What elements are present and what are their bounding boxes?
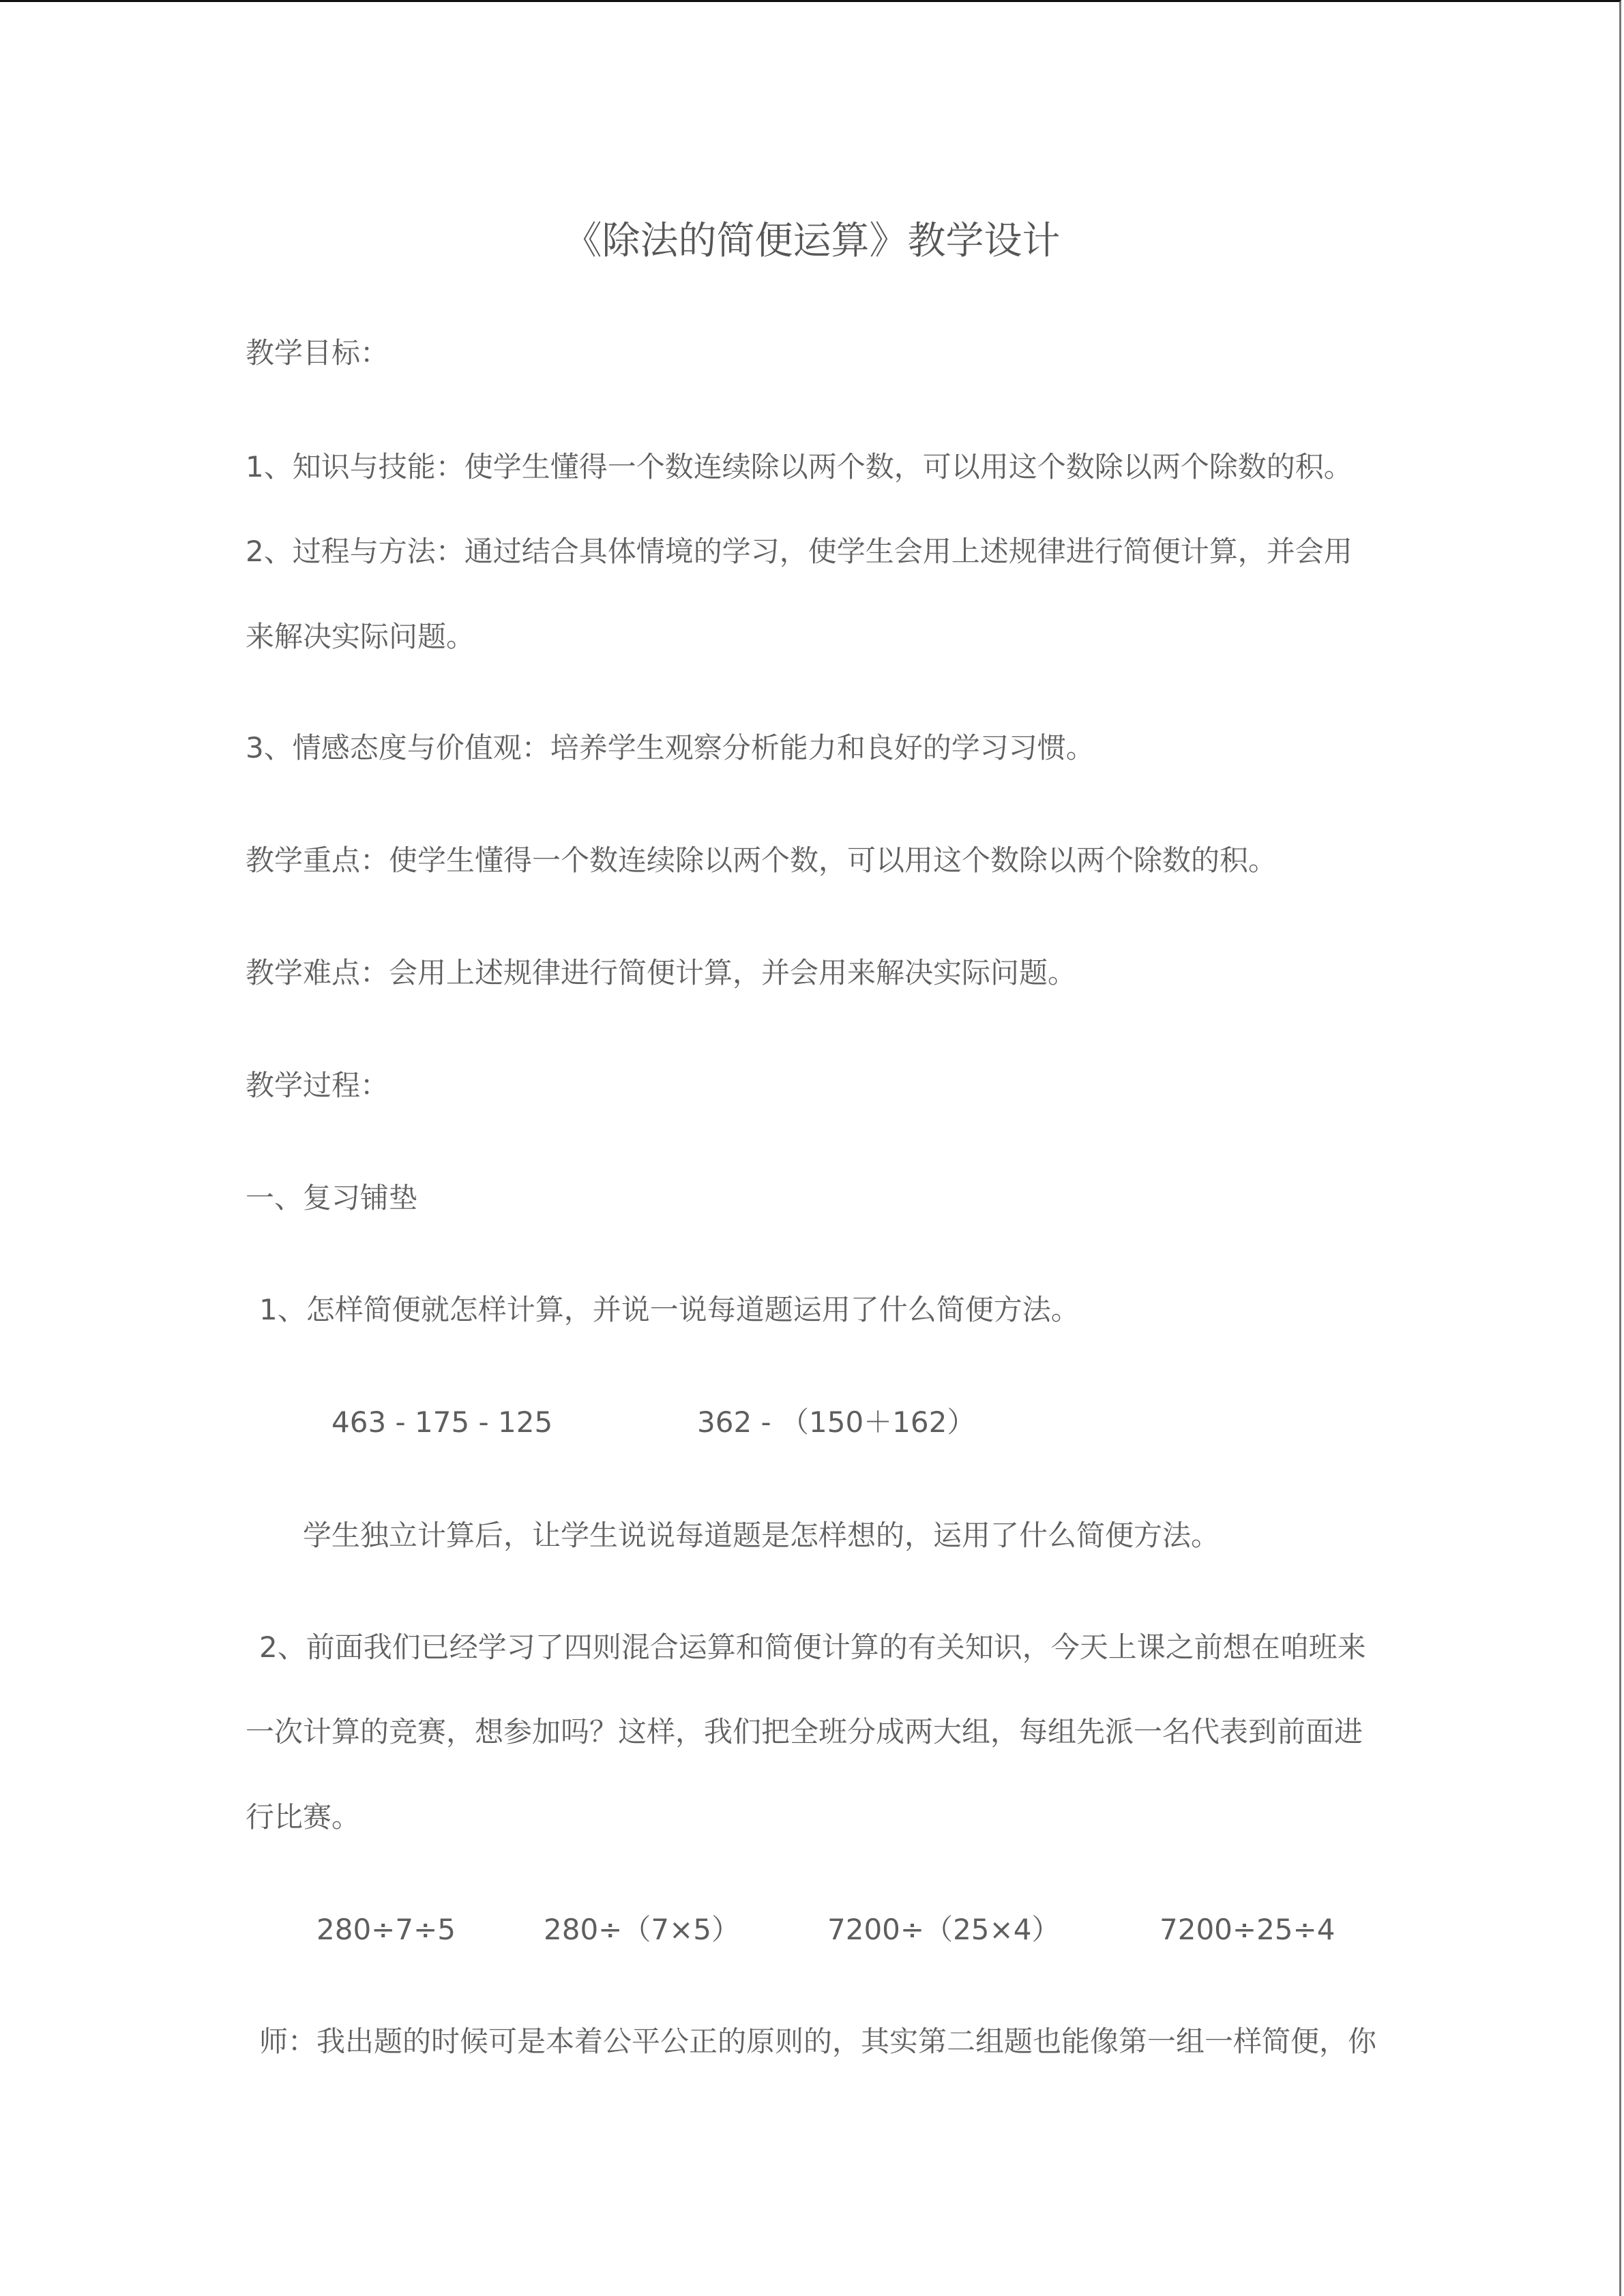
objective-2-line-2: 来解决实际问题。 [246,620,475,653]
teacher-line: 师：我出题的时候可是本着公平公正的原则的，其实第二组题也能像第一组一样简便，你 [259,2025,1377,2058]
process-heading: 教学过程： [246,1069,389,1102]
contest-expression: 280÷7÷5 [316,1913,456,1946]
step-2-line-1: 2、前面我们已经学习了四则混合运算和简便计算的有关知识，今天上课之前想在咱班来 [259,1630,1366,1664]
section-1-heading: 一、复习铺垫 [246,1181,418,1214]
review-expression: 362 - （150＋162） [697,1405,976,1439]
step-1-note: 学生独立计算后，让学生说说每道题是怎样想的，运用了什么简便方法。 [303,1519,1220,1552]
review-expression: 463 - 175 - 125 [331,1405,553,1439]
objectives-heading: 教学目标： [246,336,389,370]
contest-expression: 7200÷（25×4） [827,1913,1061,1946]
difficulty: 教学难点：会用上述规律进行简便计算，并会用来解决实际问题。 [246,956,1077,989]
step-1: 1、怎样简便就怎样计算，并说一说每道题运用了什么简便方法。 [259,1293,1080,1326]
key-point: 教学重点：使学生懂得一个数连续除以两个数，可以用这个数除以两个除数的积。 [246,844,1278,877]
contest-expression: 280÷（7×5） [544,1913,740,1946]
contest-expression: 7200÷25÷4 [1160,1913,1335,1946]
step-2-line-2: 一次计算的竞赛，想参加吗？这样，我们把全班分成两大组，每组先派一名代表到前面进 [246,1715,1363,1748]
objective-2-line-1: 2、过程与方法：通过结合具体情境的学习，使学生会用上述规律进行简便计算，并会用 [246,535,1353,568]
objective-1: 1、知识与技能：使学生懂得一个数连续除以两个数，可以用这个数除以两个除数的积。 [246,450,1353,483]
objective-3: 3、情感态度与价值观：培养学生观察分析能力和良好的学习习惯。 [246,731,1095,764]
step-2-line-3: 行比赛。 [246,1800,361,1834]
document-title: 《除法的简便运算》教学设计 [563,219,1061,263]
